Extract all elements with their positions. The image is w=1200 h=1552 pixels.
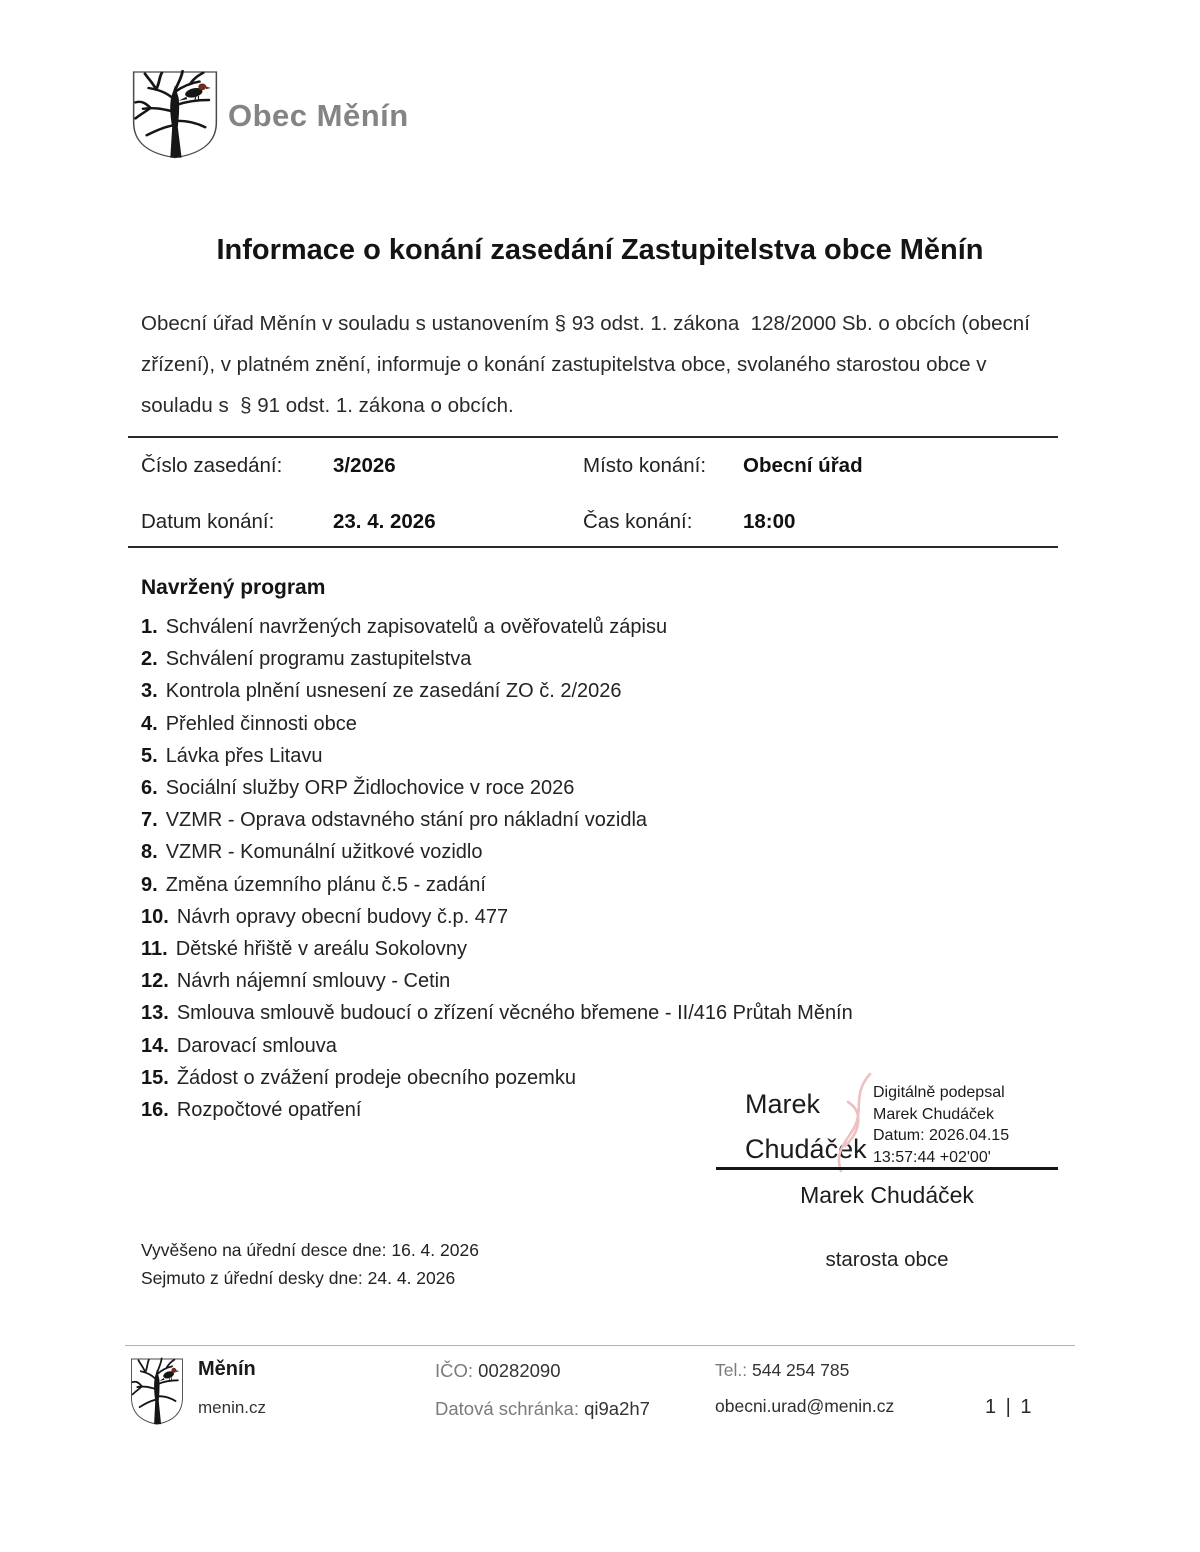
intro-paragraph: Obecní úřad Měnín v souladu s ustanovením § 93 odst. 1. zákona 128/2000 Sb. o obcích (obecní zřízení), v platném znění, informuje o konání zastupitelstva obce, svolaného starostou obce v souladu s § 91 odst. 1. zákona o obcích. [141, 312, 1036, 417]
footer-databox-label: Datová schránka: [435, 1398, 579, 1419]
program-item [141, 804, 1061, 836]
program-item-number: 5. [141, 744, 158, 767]
footer-phone-value: 544 254 785 [751, 1360, 850, 1380]
program-item-number: 6. [141, 777, 158, 800]
program-item [141, 643, 1061, 675]
footer-rule [125, 1345, 1075, 1346]
program-item-text: Darovací smlouva [176, 1034, 337, 1057]
program-item [141, 611, 1061, 643]
program-item-text: Přehled činnosti obce [165, 712, 357, 735]
program-item [141, 740, 1061, 772]
program-item-text: Změna územního plánu č.5 - zadání [165, 873, 486, 896]
signature-detail-line: 13:57:44 +02'00' [873, 1148, 991, 1166]
signatory-printed-name: Marek Chudáček [800, 1182, 974, 1208]
program-item [141, 901, 1061, 933]
program-item-number: 3. [141, 680, 158, 703]
footer-databox-value: qi9a2h7 [584, 1398, 650, 1419]
program-item [141, 933, 1061, 965]
footer-phone [715, 1360, 849, 1381]
program-item-text: Návrh opravy obecní budovy č.p. 477 [176, 905, 509, 928]
program-item-text: Rozpočtové opatření [176, 1099, 362, 1122]
program-item [141, 772, 1061, 804]
org-name: Obec Měnín [228, 98, 409, 133]
program-item-number: 12. [141, 970, 169, 993]
program-item [141, 869, 1061, 901]
program-item-text: VZMR - Komunální užitkové vozidlo [165, 841, 483, 864]
footer-ico-label: IČO: [435, 1360, 474, 1381]
program-item [141, 997, 1061, 1029]
program-item [141, 965, 1061, 997]
program-item-text: VZMR - Oprava odstavného stání pro nákladní vozidla [165, 809, 648, 832]
session-number-label: Číslo zasedání: [141, 454, 283, 477]
program-item-number: 11. [141, 938, 168, 961]
footer-coat-of-arms-icon [128, 1356, 186, 1426]
signature-details [873, 1082, 1009, 1168]
signature-detail-line: Datum: 2026.04.15 [873, 1127, 1010, 1144]
footer-ico-value: 00282090 [478, 1360, 561, 1381]
program-item-text: Sociální služby ORP Židlochovice v roce 2026 [165, 777, 575, 800]
program-item-number: 2. [141, 648, 158, 671]
program-item-text: Návrh nájemní smlouvy - Cetin [176, 970, 451, 993]
signature-detail-line: Marek Chudáček [873, 1105, 994, 1123]
program-item-number: 4. [141, 712, 158, 735]
venue-value: Obecní úřad [743, 454, 863, 477]
time-value: 18:00 [743, 510, 796, 533]
date-label: Datum konání: [141, 510, 275, 533]
removed-date-line: Sejmuto z úřední desky dne: 24. 4. 2026 [141, 1268, 456, 1288]
program-item-text: Žádost o zvážení prodeje obecního pozemku [176, 1066, 576, 1089]
page-title: Informace o konání zasedání Zastupitelstva obce Měnín [216, 234, 984, 266]
program-item [141, 675, 1061, 707]
program-item-number: 1. [141, 616, 158, 638]
footer-email: obecni.urad@menin.cz [715, 1396, 895, 1416]
program-heading: Navržený program [141, 576, 326, 599]
footer-website: menin.cz [198, 1398, 267, 1417]
session-number-value: 3/2026 [333, 454, 396, 477]
program-item [141, 708, 1061, 740]
page-indicator: 1 | 1 [985, 1396, 1034, 1418]
program-item-text: Schválení programu zastupitelstva [165, 648, 472, 671]
program-item-number: 7. [141, 809, 158, 832]
program-item [141, 1030, 1061, 1062]
time-label: Čas konání: [583, 510, 693, 533]
meeting-info-table [128, 436, 1058, 548]
program-list [141, 611, 1061, 1126]
footer-org-name: Měnín [198, 1358, 256, 1380]
posted-date-line: Vyvěšeno na úřední desce dne: 16. 4. 2026 [141, 1240, 479, 1260]
program-item-text: Dětské hřiště v areálu Sokolovny [175, 938, 467, 961]
program-item-text: Kontrola plnění usnesení ze zasedání ZO č. 2/2026 [165, 680, 622, 703]
footer-databox [435, 1398, 650, 1420]
signature-detail-line: Digitálně podepsal [873, 1084, 1005, 1101]
posting-dates [141, 1236, 479, 1292]
footer-ico [435, 1360, 560, 1382]
program-item-text: Smlouva smlouvě budoucí o zřízení věcného břemene - II/416 Průtah Měnín [176, 1002, 853, 1025]
venue-label: Místo konání: [583, 454, 707, 477]
program-item-number: 10. [141, 905, 169, 928]
program-item [141, 836, 1061, 868]
signature-rule [716, 1167, 1058, 1170]
program-item-number: 8. [141, 841, 158, 864]
program-item-text: Schválení navržených zapisovatelů a ověřovatelů zápisu [165, 616, 668, 638]
program-item-number: 14. [141, 1034, 169, 1057]
program-item-number: 16. [141, 1099, 169, 1122]
footer-phone-label: Tel.: [715, 1360, 748, 1380]
signature-name-line1: Marek [745, 1089, 821, 1119]
signature-name-line2: Chudáček [745, 1134, 867, 1164]
signatory-role: starosta obce [825, 1248, 949, 1271]
program-item-number: 15. [141, 1066, 169, 1089]
program-item-number: 13. [141, 1002, 169, 1025]
program-item-number: 9. [141, 873, 158, 896]
municipal-coat-of-arms-icon [128, 68, 222, 160]
program-item-text: Lávka přes Litavu [165, 744, 323, 767]
date-value: 23. 4. 2026 [333, 510, 436, 533]
